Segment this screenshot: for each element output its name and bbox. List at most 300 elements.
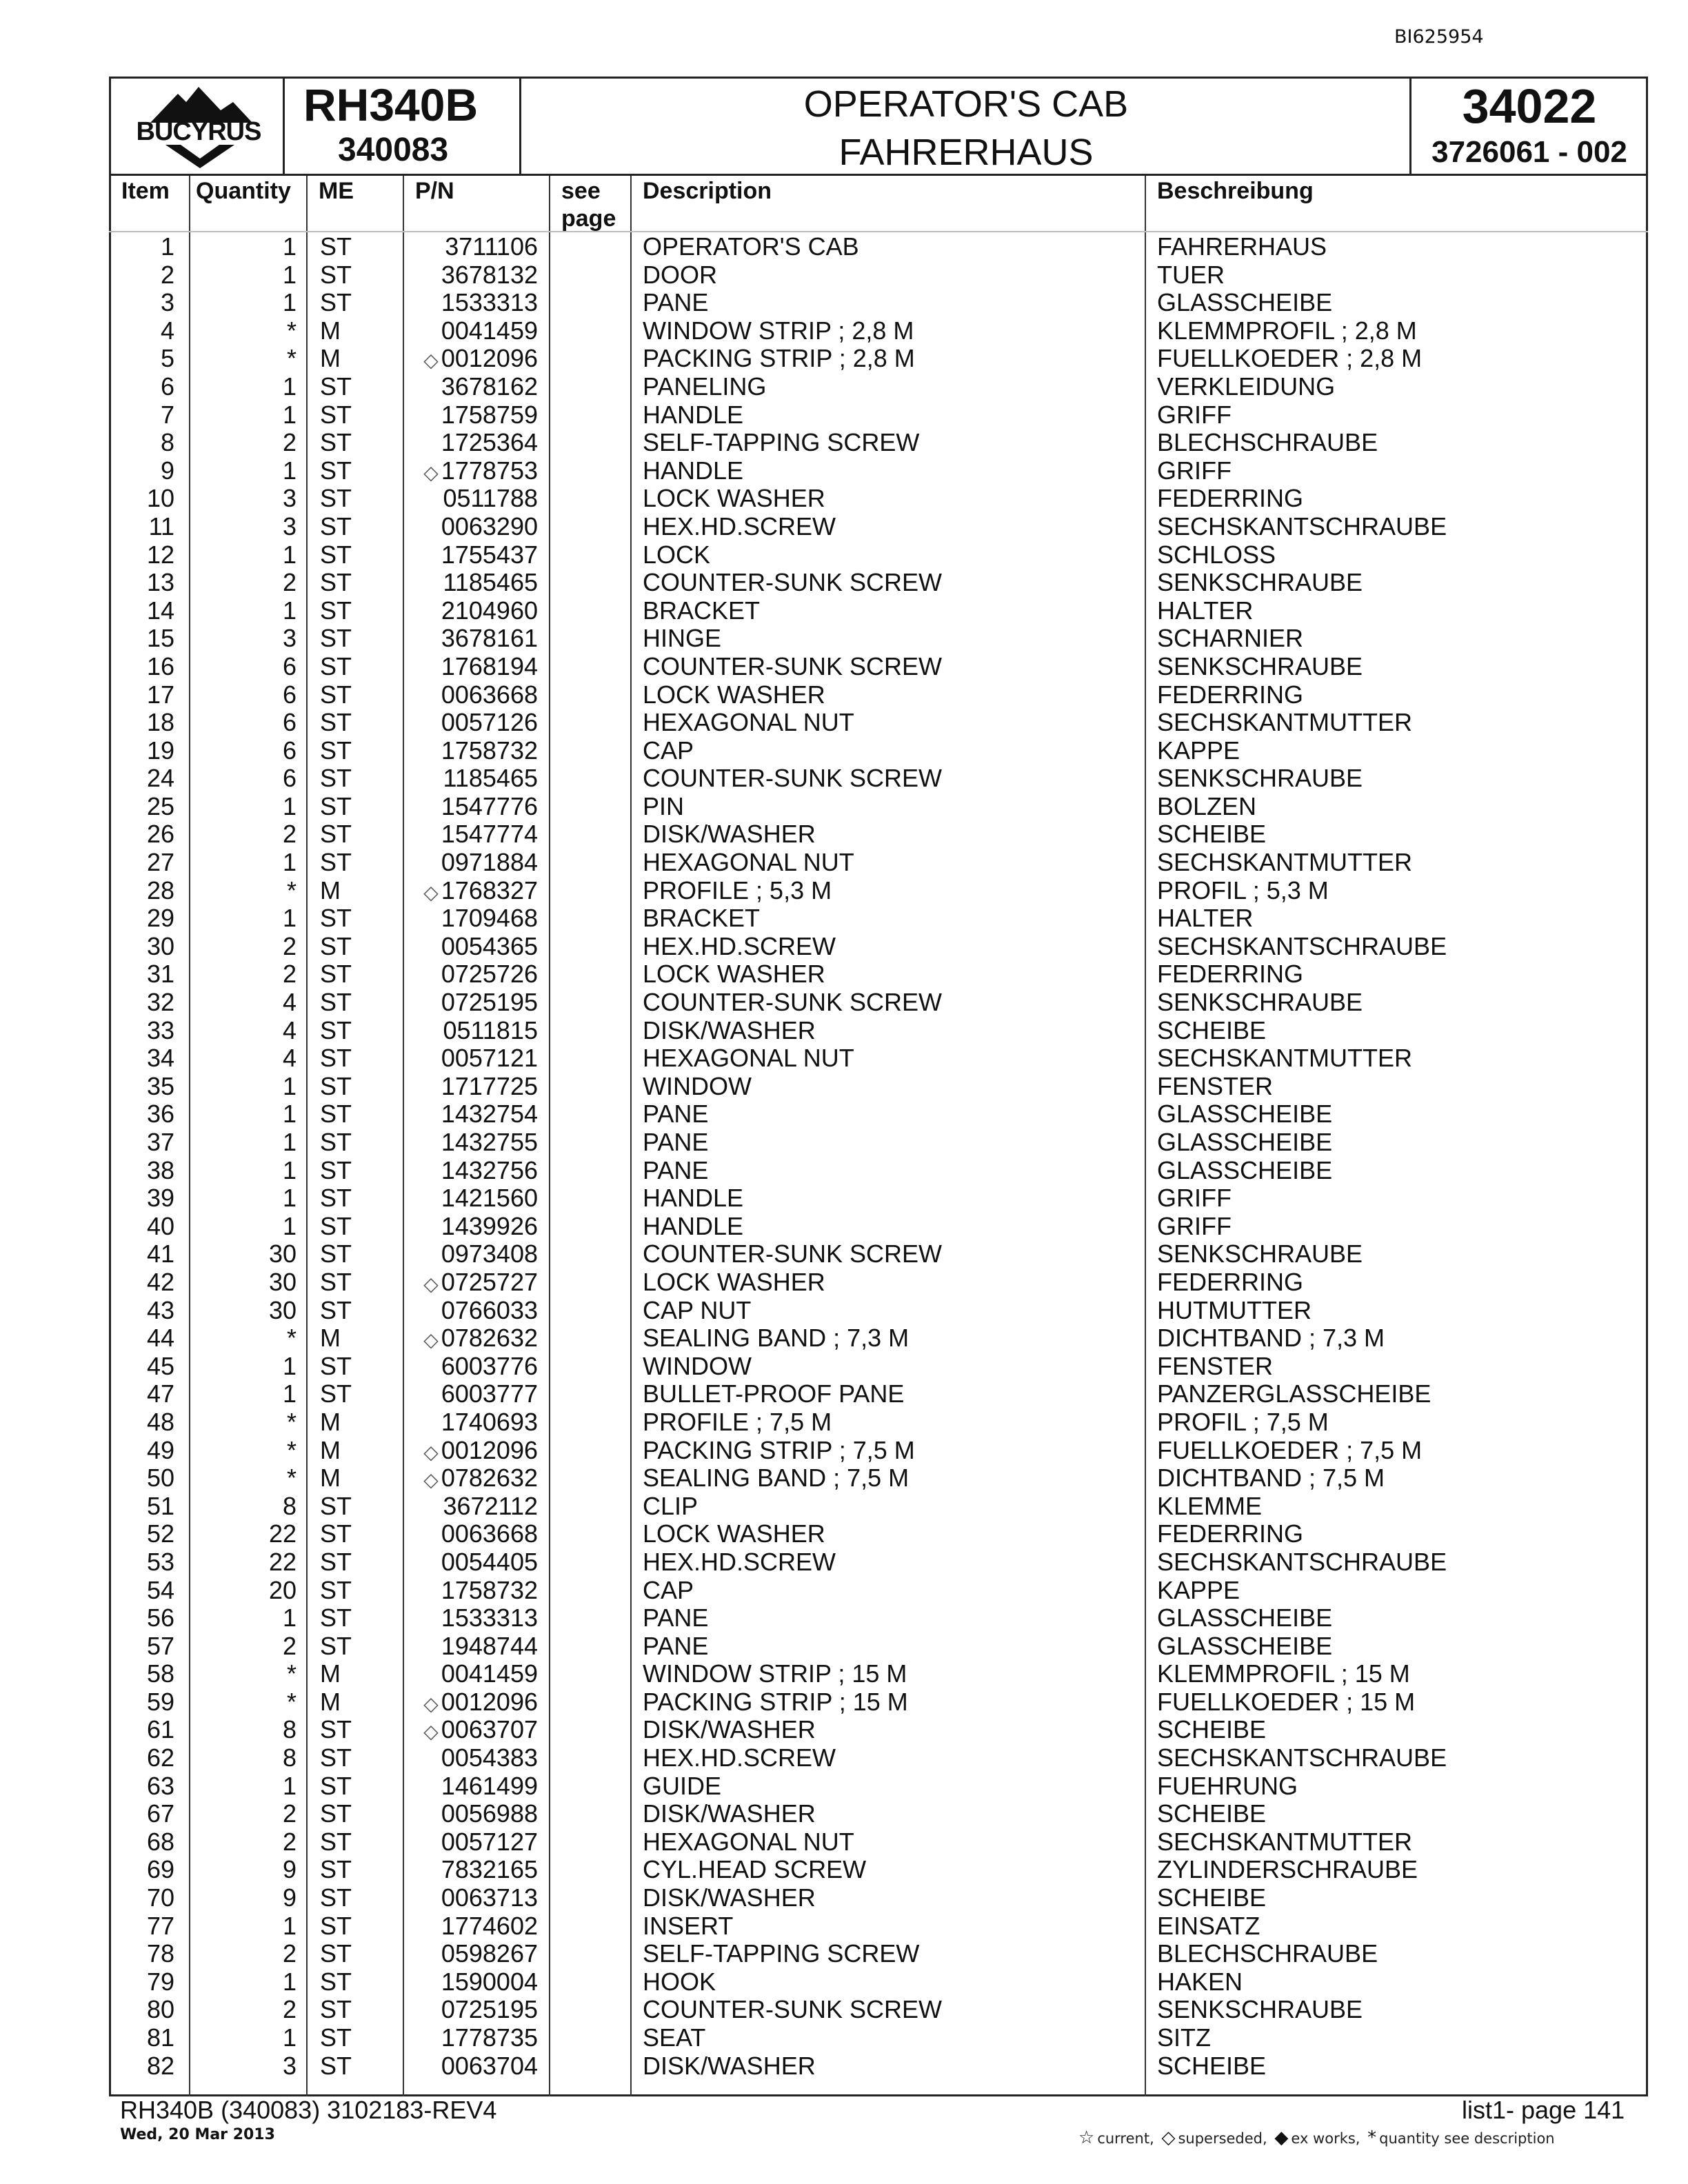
cell-part-number: [423, 1268, 538, 1299]
table-row: [109, 653, 1648, 681]
cell-description: OPERATOR'S CAB: [643, 232, 859, 261]
bucyrus-logo: [117, 81, 280, 171]
cell-item: 51: [146, 1491, 174, 1520]
cell-quantity: 1: [282, 260, 297, 289]
cell-beschreibung: KAPPE: [1157, 1575, 1240, 1604]
cell-beschreibung: HUTMUTTER: [1157, 1295, 1312, 1324]
cell-beschreibung: GLASSCHEIBE: [1157, 1604, 1333, 1632]
cell-description: PANE: [643, 1128, 709, 1156]
cell-part-number: 1432755: [441, 1128, 538, 1156]
cell-me: ST: [320, 1715, 352, 1744]
cell-description: COUNTER-SUNK SCREW: [643, 1240, 943, 1268]
cell-part-number: 1421560: [441, 1184, 538, 1213]
table-row: [109, 933, 1648, 961]
cell-part-number: 1774602: [441, 1911, 538, 1940]
header-divider: [283, 77, 285, 176]
cell-quantity: 9: [282, 1883, 297, 1912]
cell-description: HEX.HD.SCREW: [643, 512, 836, 540]
cell-item: 24: [146, 764, 174, 793]
table-row: [109, 1100, 1648, 1129]
col-header-pn: P/N: [415, 178, 454, 204]
cell-beschreibung: SENKSCHRAUBE: [1157, 988, 1363, 1017]
cell-beschreibung: GRIFF: [1157, 400, 1232, 429]
cell-quantity: 1: [282, 2023, 297, 2052]
cell-part-number: 0973408: [441, 1240, 538, 1268]
cell-item: 78: [146, 1939, 174, 1968]
cell-description: BRACKET: [643, 904, 761, 933]
table-row: [109, 317, 1648, 345]
superseded-icon: ◇: [423, 881, 439, 903]
legend-quantity: quantity see description: [1379, 2130, 1555, 2147]
cell-me: ST: [320, 456, 352, 485]
cell-quantity: 1: [282, 1100, 297, 1129]
cell-me: ST: [320, 764, 352, 793]
cell-part-number: 0063713: [441, 1883, 538, 1912]
cell-part-number: [423, 1437, 538, 1467]
cell-part-number: 1709468: [441, 904, 538, 933]
cell-item: 31: [146, 960, 174, 989]
cell-description: SELF-TAPPING SCREW: [643, 428, 920, 457]
cell-part-number: 6003777: [441, 1379, 538, 1408]
cell-part-number: 0054405: [441, 1547, 538, 1576]
cell-me: ST: [320, 791, 352, 820]
cell-beschreibung: BOLZEN: [1157, 791, 1257, 820]
cell-beschreibung: GRIFF: [1157, 1184, 1232, 1213]
cell-beschreibung: HALTER: [1157, 904, 1254, 933]
cell-description: SEALING BAND ; 7,5 M: [643, 1464, 910, 1493]
cell-item: 48: [146, 1407, 174, 1436]
cell-part-number: 1533313: [441, 1604, 538, 1632]
part-number-text: 0012096: [441, 1687, 538, 1716]
cell-description: PROFILE ; 7,5 M: [643, 1407, 832, 1436]
cell-item: 47: [146, 1379, 174, 1408]
cell-quantity: 1: [282, 1351, 297, 1380]
cell-quantity: 2: [282, 820, 297, 849]
cell-beschreibung: KLEMME: [1157, 1491, 1263, 1520]
cell-quantity: 30: [268, 1267, 297, 1296]
cell-description: PACKING STRIP ; 2,8 M: [643, 344, 915, 373]
cell-me: ST: [320, 1995, 352, 2024]
cell-part-number: 1533313: [441, 288, 538, 317]
cell-description: PANE: [643, 1604, 709, 1632]
cell-quantity: 1: [282, 400, 297, 429]
cell-quantity: 8: [282, 1491, 297, 1520]
table-row: [109, 960, 1648, 989]
cell-quantity: 6: [282, 764, 297, 793]
cell-part-number: 1758732: [441, 1575, 538, 1604]
cell-part-number: 1758759: [441, 400, 538, 429]
cell-me: ST: [320, 1267, 352, 1296]
cell-quantity: *: [286, 344, 297, 373]
cell-description: DISK/WASHER: [643, 1715, 816, 1744]
cell-quantity: 1: [282, 791, 297, 820]
cell-me: ST: [320, 1575, 352, 1604]
cell-beschreibung: BLECHSCHRAUBE: [1157, 428, 1378, 457]
cell-item: 80: [146, 1995, 174, 2024]
cell-quantity: 2: [282, 1631, 297, 1660]
cell-beschreibung: SECHSKANTMUTTER: [1157, 708, 1413, 737]
cell-beschreibung: PANZERGLASSCHEIBE: [1157, 1379, 1431, 1408]
cell-part-number: [423, 1688, 538, 1719]
cell-beschreibung: GLASSCHEIBE: [1157, 1155, 1333, 1184]
table-row: [109, 1240, 1648, 1268]
legend-ex-works: ex works,: [1291, 2130, 1360, 2147]
cell-part-number: 0725195: [441, 988, 538, 1017]
table-row: [109, 709, 1648, 737]
cell-me: ST: [320, 960, 352, 989]
cell-part-number: 1768194: [441, 651, 538, 680]
cell-item: 62: [146, 1743, 174, 1772]
table-row: [109, 1604, 1648, 1632]
cell-item: 43: [146, 1295, 174, 1324]
cell-beschreibung: DICHTBAND ; 7,5 M: [1157, 1464, 1385, 1493]
cell-me: ST: [320, 1379, 352, 1408]
cell-beschreibung: FEDERRING: [1157, 680, 1304, 709]
table-row: [109, 485, 1648, 513]
table-row: [109, 373, 1648, 401]
cell-item: 3: [160, 288, 174, 317]
cell-description: WINDOW STRIP ; 15 M: [643, 1659, 907, 1688]
document-id: BI625954: [1394, 26, 1484, 48]
cell-description: INSERT: [643, 1911, 734, 1940]
cell-quantity: 1: [282, 456, 297, 485]
table-row: [109, 2052, 1648, 2081]
cell-item: 82: [146, 2051, 174, 2080]
cell-part-number: 0056988: [441, 1799, 538, 1828]
cell-me: ST: [320, 624, 352, 653]
cell-me: ST: [320, 1071, 352, 1100]
table-row: [109, 1408, 1648, 1437]
cell-item: 38: [146, 1155, 174, 1184]
cell-me: ST: [320, 988, 352, 1017]
table-row: [109, 1520, 1648, 1548]
cell-part-number: 7832165: [441, 1855, 538, 1884]
cell-description: PANE: [643, 1631, 709, 1660]
part-number-text: 0725727: [441, 1267, 538, 1296]
cell-quantity: 8: [282, 1715, 297, 1744]
cell-me: ST: [320, 1855, 352, 1884]
cell-description: LOCK WASHER: [643, 680, 825, 709]
cell-description: PANE: [643, 288, 709, 317]
machine-model: RH340B: [303, 79, 479, 130]
cell-item: 70: [146, 1883, 174, 1912]
cell-me: ST: [320, 1939, 352, 1968]
footer-date: Wed, 20 Mar 2013: [120, 2126, 275, 2143]
cell-beschreibung: SCHLOSS: [1157, 540, 1276, 569]
table-row: [109, 820, 1648, 849]
cell-description: CAP: [643, 736, 694, 765]
cell-me: ST: [320, 680, 352, 709]
cell-me: ST: [320, 1100, 352, 1129]
cell-me: ST: [320, 736, 352, 765]
cell-description: HANDLE: [643, 456, 744, 485]
cell-beschreibung: FUELLKOEDER ; 15 M: [1157, 1687, 1416, 1716]
cell-part-number: [423, 1324, 538, 1355]
cell-me: M: [320, 1407, 341, 1436]
cell-description: COUNTER-SUNK SCREW: [643, 1995, 943, 2024]
group-subnumber: 3726061 - 002: [1431, 135, 1627, 169]
cell-part-number: 1758732: [441, 736, 538, 765]
cell-beschreibung: SENKSCHRAUBE: [1157, 651, 1363, 680]
cell-beschreibung: SECHSKANTSCHRAUBE: [1157, 931, 1447, 960]
cell-item: 67: [146, 1799, 174, 1828]
cell-beschreibung: SCHARNIER: [1157, 624, 1304, 653]
cell-quantity: 1: [282, 1071, 297, 1100]
table-row: [109, 429, 1648, 457]
parts-table-body: [109, 233, 1648, 2080]
table-row: [109, 989, 1648, 1017]
cell-part-number: 1948744: [441, 1631, 538, 1660]
table-row: [109, 1017, 1648, 1045]
cell-item: 44: [146, 1324, 174, 1353]
table-row: [109, 1493, 1648, 1521]
cell-part-number: 0057126: [441, 708, 538, 737]
group-number: 34022: [1462, 79, 1597, 133]
cell-part-number: 1185465: [443, 568, 538, 597]
cell-item: 12: [146, 540, 174, 569]
table-row: [109, 1577, 1648, 1605]
cell-beschreibung: VERKLEIDUNG: [1157, 372, 1336, 401]
cell-me: ST: [320, 1547, 352, 1576]
superseded-icon: ◇: [423, 1329, 439, 1351]
cell-part-number: 1778735: [441, 2023, 538, 2052]
cell-item: 53: [146, 1547, 174, 1576]
cell-quantity: *: [286, 876, 297, 904]
col-header-description: Description: [643, 178, 772, 204]
cell-me: ST: [320, 931, 352, 960]
cell-item: 8: [160, 428, 174, 457]
title-german: FAHRERHAUS: [838, 132, 1094, 173]
cell-item: 81: [146, 2023, 174, 2052]
cell-quantity: 1: [282, 1911, 297, 1940]
cell-quantity: 1: [282, 1379, 297, 1408]
cell-me: ST: [320, 1799, 352, 1828]
cell-part-number: 3678132: [441, 260, 538, 289]
cell-part-number: 3711106: [445, 232, 538, 261]
table-row: [109, 1213, 1648, 1241]
table-row: [109, 1129, 1648, 1157]
table-row: [109, 233, 1648, 261]
cell-me: ST: [320, 1743, 352, 1772]
cell-item: 10: [146, 484, 174, 513]
cell-beschreibung: ZYLINDERSCHRAUBE: [1157, 1855, 1418, 1884]
cell-beschreibung: KLEMMPROFIL ; 2,8 M: [1157, 316, 1417, 345]
cell-part-number: 0511788: [443, 484, 538, 513]
cell-item: 14: [146, 596, 174, 625]
cell-description: BULLET-PROOF PANE: [643, 1379, 905, 1408]
cell-part-number: 1461499: [441, 1771, 538, 1800]
cell-quantity: *: [286, 1687, 297, 1716]
cell-quantity: 2: [282, 1827, 297, 1856]
machine-serial: 340083: [338, 132, 449, 168]
cell-description: PANE: [643, 1100, 709, 1129]
superseded-icon: ◇: [423, 1441, 439, 1463]
cell-quantity: 1: [282, 1155, 297, 1184]
cell-quantity: 2: [282, 931, 297, 960]
cell-me: ST: [320, 1295, 352, 1324]
table-row: [109, 849, 1648, 877]
cell-part-number: 0041459: [441, 1659, 538, 1688]
superseded-icon: ◇: [423, 1692, 439, 1715]
cell-item: 32: [146, 988, 174, 1017]
cell-quantity: *: [286, 316, 297, 345]
cell-description: LOCK WASHER: [643, 960, 825, 989]
table-row: [109, 1884, 1648, 1912]
cell-description: SELF-TAPPING SCREW: [643, 1939, 920, 1968]
cell-quantity: 3: [282, 512, 297, 540]
cell-me: ST: [320, 820, 352, 849]
cell-item: 41: [146, 1240, 174, 1268]
cell-part-number: [423, 345, 538, 375]
cell-part-number: [423, 877, 538, 907]
cell-part-number: 6003776: [441, 1351, 538, 1380]
cell-description: HANDLE: [643, 400, 744, 429]
cell-me: ST: [320, 1184, 352, 1213]
cell-part-number: [423, 1716, 538, 1746]
cell-beschreibung: FUELLKOEDER ; 7,5 M: [1157, 1435, 1423, 1464]
table-row: [109, 1800, 1648, 1828]
cell-part-number: [423, 1464, 538, 1495]
cell-item: 1: [160, 232, 174, 261]
cell-beschreibung: SENKSCHRAUBE: [1157, 764, 1363, 793]
cell-description: CAP: [643, 1575, 694, 1604]
table-row: [109, 877, 1648, 905]
header-divider: [519, 77, 521, 176]
cell-me: M: [320, 344, 341, 373]
cell-description: LOCK: [643, 540, 711, 569]
cell-quantity: *: [286, 1407, 297, 1436]
cell-beschreibung: SCHEIBE: [1157, 1799, 1267, 1828]
cell-me: ST: [320, 904, 352, 933]
table-row: [109, 1184, 1648, 1213]
cell-me: ST: [320, 1128, 352, 1156]
superseded-icon: ◇: [423, 350, 439, 372]
cell-quantity: 30: [268, 1295, 297, 1324]
cell-part-number: 3672112: [443, 1491, 538, 1520]
cell-item: 36: [146, 1100, 174, 1129]
cell-description: PANE: [643, 1155, 709, 1184]
cell-description: CAP NUT: [643, 1295, 752, 1324]
cell-quantity: 1: [282, 1604, 297, 1632]
cell-me: ST: [320, 1519, 352, 1548]
cell-me: ST: [320, 848, 352, 877]
cell-description: HEX.HD.SCREW: [643, 1743, 836, 1772]
table-row: [109, 904, 1648, 933]
table-row: [109, 1353, 1648, 1381]
cell-quantity: 1: [282, 596, 297, 625]
cell-item: 42: [146, 1267, 174, 1296]
cell-description: HEX.HD.SCREW: [643, 1547, 836, 1576]
table-row: [109, 1044, 1648, 1073]
cell-beschreibung: BLECHSCHRAUBE: [1157, 1939, 1378, 1968]
cell-description: CYL.HEAD SCREW: [643, 1855, 867, 1884]
cell-part-number: 0063704: [441, 2051, 538, 2080]
table-row: [109, 1716, 1648, 1744]
table-row: [109, 765, 1648, 793]
table-row: [109, 1464, 1648, 1493]
cell-quantity: 1: [282, 1771, 297, 1800]
legend: [1076, 2127, 1555, 2148]
page-info: list1- page 141: [1462, 2096, 1625, 2124]
cell-description: DISK/WASHER: [643, 1883, 816, 1912]
cell-part-number: 0598267: [441, 1939, 538, 1968]
cell-item: 19: [146, 736, 174, 765]
cell-item: 59: [146, 1687, 174, 1716]
cell-beschreibung: SCHEIBE: [1157, 820, 1267, 849]
table-row: [109, 1856, 1648, 1884]
asterisk-icon: *: [1367, 2127, 1377, 2148]
part-number-text: 0012096: [441, 1435, 538, 1464]
cell-part-number: 0725726: [441, 960, 538, 989]
cell-beschreibung: GLASSCHEIBE: [1157, 288, 1333, 317]
cell-part-number: 0766033: [441, 1295, 538, 1324]
cell-part-number: [423, 457, 538, 487]
cell-description: PROFILE ; 5,3 M: [643, 876, 832, 904]
table-row: [109, 261, 1648, 290]
cell-part-number: 1547776: [441, 791, 538, 820]
cell-description: SEAT: [643, 2023, 706, 2052]
cell-me: ST: [320, 372, 352, 401]
cell-beschreibung: SECHSKANTSCHRAUBE: [1157, 512, 1447, 540]
cell-description: HEX.HD.SCREW: [643, 931, 836, 960]
cell-item: 79: [146, 1967, 174, 1996]
cell-item: 34: [146, 1044, 174, 1073]
cell-me: M: [320, 1687, 341, 1716]
col-header-quantity: Quantity: [196, 178, 291, 204]
cell-quantity: 2: [282, 1939, 297, 1968]
solid-diamond-icon: ◆: [1274, 2127, 1289, 2148]
cell-description: BRACKET: [643, 596, 761, 625]
table-row: [109, 625, 1648, 653]
cell-me: M: [320, 1659, 341, 1688]
cell-part-number: 0063668: [441, 1519, 538, 1548]
table-row: [109, 1632, 1648, 1661]
cell-item: 9: [160, 456, 174, 485]
cell-quantity: 1: [282, 848, 297, 877]
cell-beschreibung: HAKEN: [1157, 1967, 1243, 1996]
cell-me: ST: [320, 232, 352, 261]
cell-quantity: 1: [282, 904, 297, 933]
cell-description: HINGE: [643, 624, 722, 653]
part-number-text: 0782632: [441, 1324, 538, 1353]
cell-item: 7: [160, 400, 174, 429]
cell-description: DISK/WASHER: [643, 820, 816, 849]
cell-me: ST: [320, 1967, 352, 1996]
cell-beschreibung: SECHSKANTSCHRAUBE: [1157, 1743, 1447, 1772]
cell-part-number: 0041459: [441, 316, 538, 345]
cell-description: DOOR: [643, 260, 717, 289]
cell-description: GUIDE: [643, 1771, 722, 1800]
cell-item: 33: [146, 1015, 174, 1044]
cell-description: PANELING: [643, 372, 767, 401]
part-number-text: 1768327: [441, 876, 538, 904]
cell-description: LOCK WASHER: [643, 484, 825, 513]
cell-beschreibung: PROFIL ; 5,3 M: [1157, 876, 1329, 904]
cell-beschreibung: SENKSCHRAUBE: [1157, 568, 1363, 597]
cell-description: SEALING BAND ; 7,3 M: [643, 1324, 910, 1353]
cell-description: WINDOW: [643, 1351, 752, 1380]
cell-me: ST: [320, 1631, 352, 1660]
cell-description: COUNTER-SUNK SCREW: [643, 764, 943, 793]
cell-quantity: 6: [282, 651, 297, 680]
cell-me: ST: [320, 1155, 352, 1184]
superseded-icon: ◇: [423, 1721, 439, 1743]
cell-description: DISK/WASHER: [643, 1799, 816, 1828]
cell-description: WINDOW: [643, 1071, 752, 1100]
cell-beschreibung: FUEHRUNG: [1157, 1771, 1298, 1800]
cell-description: PIN: [643, 791, 685, 820]
cell-item: 69: [146, 1855, 174, 1884]
